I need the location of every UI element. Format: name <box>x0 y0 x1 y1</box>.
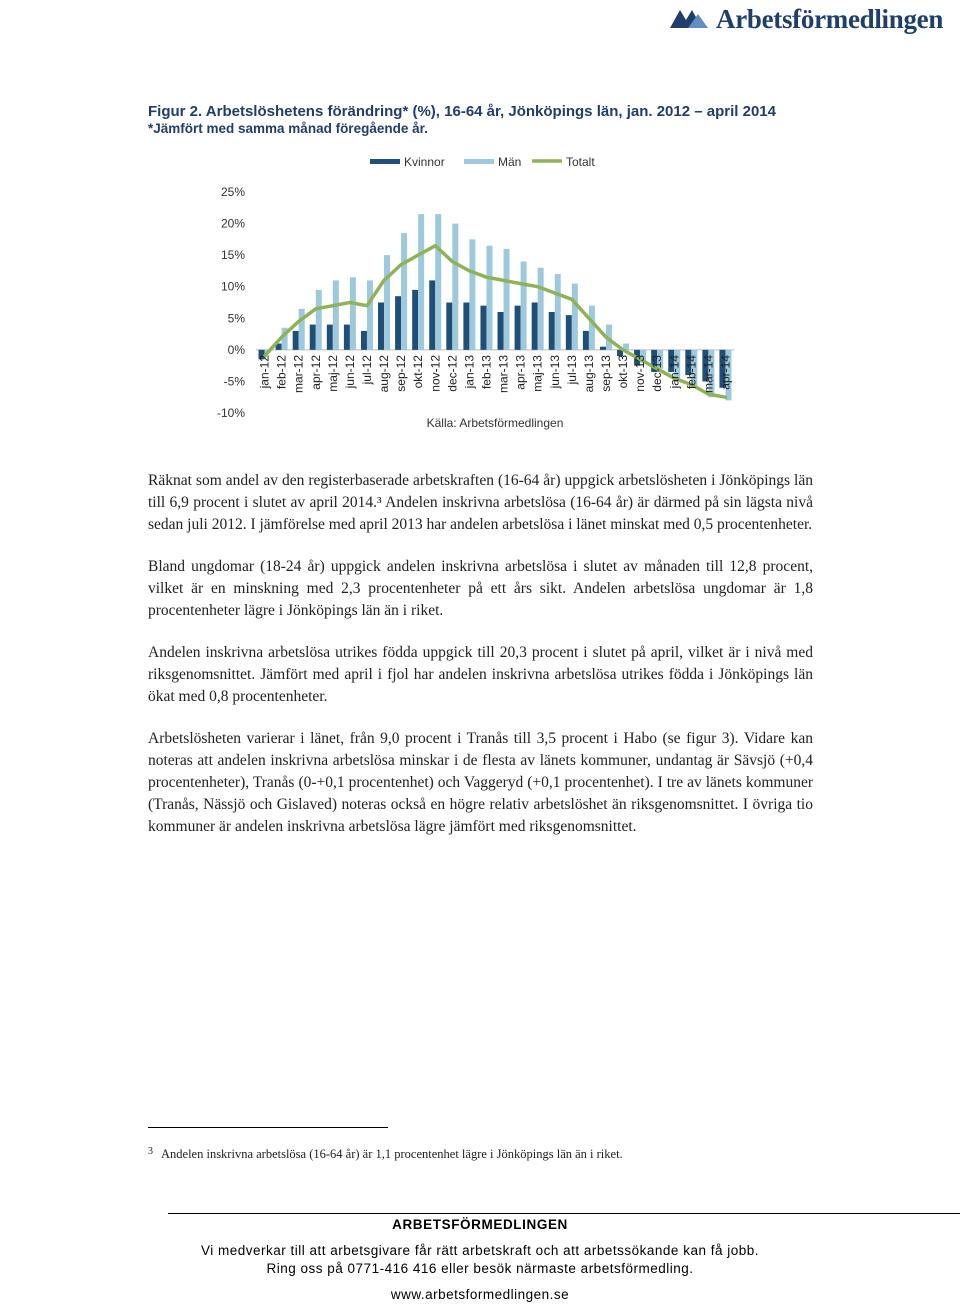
x-tick-label: jul-13 <box>564 355 579 385</box>
x-tick-label: jun-13 <box>547 355 562 389</box>
x-tick-label: maj-13 <box>530 355 545 392</box>
x-tick-label: aug-13 <box>581 355 596 393</box>
x-tick-label: mar-12 <box>291 355 306 394</box>
bar-mn-jul-13 <box>572 284 578 350</box>
x-tick-label: dec-12 <box>445 355 460 392</box>
footer-title: ARBETSFÖRMEDLINGEN <box>392 1217 568 1232</box>
paragraph-1: Räknat som andel av den registerbaserade arbetskraften (16-64 år) uppgick arbetslösheten i Jönköpings län till 6,9 procent i slutet av april 2014.³ Andelen inskrivna arbetslösa (16-64 år) är därmed på sin lägsta nivå sedan juli 2012. I jämförelse med april 2013 har andelen arbetslösa i länet minskat med 0,5 procentenheter. <box>148 472 813 533</box>
bar-kvinnor-apr-12 <box>310 325 316 350</box>
y-tick-label: -10% <box>216 406 245 420</box>
bar-kvinnor-nov-12 <box>429 280 435 349</box>
x-tick-label: mar-14 <box>701 355 716 394</box>
unemployment-change-chart <box>0 0 960 440</box>
logo-text: Arbetsförmedlingen <box>716 4 944 34</box>
bar-kvinnor-maj-13 <box>532 303 538 350</box>
footer-contact: Ring oss på 0771-416 416 eller besök närmaste arbetsförmedling. <box>266 1261 694 1276</box>
bar-kvinnor-jul-13 <box>566 315 572 350</box>
bar-mn-maj-12 <box>333 280 339 349</box>
y-tick-label: 25% <box>220 185 245 199</box>
footnote-number: 3 <box>148 1146 153 1157</box>
bar-kvinnor-maj-12 <box>327 325 333 350</box>
x-tick-label: feb-14 <box>684 355 699 390</box>
x-tick-label: maj-12 <box>325 355 340 392</box>
x-tick-label: apr-13 <box>513 355 528 390</box>
y-tick-label: 20% <box>220 216 245 231</box>
bar-kvinnor-sep-13 <box>600 347 606 350</box>
y-tick-label: 15% <box>220 248 245 263</box>
figure-subtitle: *Jämfört med samma månad föregående år. <box>148 121 428 136</box>
y-tick-label: 10% <box>220 279 245 294</box>
footer-divider <box>168 1213 960 1214</box>
bar-kvinnor-jan-13 <box>463 303 469 350</box>
legend-label-mn: Män <box>498 155 522 169</box>
footer-website-link[interactable]: www.arbetsformedlingen.se <box>390 1287 570 1302</box>
x-tick-label: feb-13 <box>479 355 494 390</box>
bar-mn-aug-13 <box>589 306 595 350</box>
bar-mn-jun-12 <box>350 277 356 350</box>
bar-mn-jul-12 <box>367 280 373 349</box>
x-tick-label: apr-12 <box>308 355 323 390</box>
bar-mn-apr-12 <box>316 290 322 350</box>
legend-swatch-mn <box>464 159 494 164</box>
y-tick-label: 5% <box>227 311 245 326</box>
bar-kvinnor-dec-12 <box>446 303 452 350</box>
bar-kvinnor-jun-12 <box>344 325 350 350</box>
paragraph-2: Bland ungdomar (18-24 år) uppgick andelen inskrivna arbetslösa i slutet av månaden till 12,8 procent, vilket är en minskning med 2,3 procentenheter på ett års sikt. Andelen arbetslösa ungdomar är 1,8 procentenheter lägre i Jönköpings län än i riket. <box>148 558 813 619</box>
x-tick-label: nov-13 <box>633 355 648 392</box>
bar-kvinnor-jul-12 <box>361 331 367 350</box>
x-tick-label: okt-13 <box>616 355 631 389</box>
bar-mn-sep-12 <box>401 233 407 350</box>
bar-kvinnor-mar-12 <box>293 331 299 350</box>
bar-kvinnor-aug-12 <box>378 303 384 350</box>
x-tick-label: jun-12 <box>342 355 357 389</box>
y-tick-label: -5% <box>223 374 245 389</box>
bar-mn-jun-13 <box>555 274 561 350</box>
bar-mn-dec-12 <box>452 224 458 350</box>
x-tick-label: jan-14 <box>667 355 682 389</box>
x-tick-label: aug-12 <box>377 355 392 393</box>
bar-kvinnor-aug-13 <box>583 331 589 350</box>
chart-source: Källa: Arbetsförmedlingen <box>426 416 564 430</box>
bar-mn-maj-13 <box>538 268 544 350</box>
y-tick-label: 0% <box>227 342 245 357</box>
x-tick-label: sep-13 <box>598 355 613 392</box>
x-tick-label: mar-13 <box>496 355 511 394</box>
x-tick-label: jan-12 <box>257 355 272 389</box>
bar-mn-nov-12 <box>435 214 441 350</box>
x-tick-label: dec-13 <box>650 355 665 392</box>
bar-mn-apr-13 <box>521 261 527 349</box>
bar-kvinnor-feb-13 <box>480 306 486 350</box>
body-text <box>148 470 813 858</box>
figure-title: Figur 2. Arbetslöshetens förändring* (%), 16-64 år, Jönköpings län, jan. 2012 – april 2014 <box>148 103 776 120</box>
bar-mn-mar-12 <box>299 309 305 350</box>
legend-label-totalt: Totalt <box>566 155 595 169</box>
footnote <box>148 1146 623 1162</box>
bar-mn-jan-13 <box>469 239 475 350</box>
bar-mn-mar-13 <box>504 249 510 350</box>
bar-mn-feb-13 <box>486 246 492 350</box>
paragraph-4: Arbetslösheten varierar i länet, från 9,0 procent i Tranås till 3,5 procent i Habo (se figur 3). Vidare kan noteras att andelen inskrivna arbetslösa minskar i de flesta av länets kommuner, undantag är Sävsjö (+0,4 procentenheter), Tranås (0-+0,1 procentenhet) och Vaggeryd (+0,1 procentenhet). I tre av länets kommuner (Tranås, Nässjö och Gislaved) noteras också en högre relativ arbetslöshet än riksgenomsnittet. I övriga tio kommuner är andelen inskrivna arbetslösa lägre jämfört med riksgenomsnittet. <box>148 730 813 835</box>
paragraph-3: Andelen inskrivna arbetslösa utrikes födda uppgick till 20,3 procent i slutet på april, vilket är i nivå med riksgenomsnittet. Jämfört med april i fjol har andelen inskrivna arbetslösa utrikes födda i Jönköpings län ökat med 0,8 procentenheter. <box>148 644 813 705</box>
x-tick-label: feb-12 <box>274 355 289 390</box>
bar-mn-okt-12 <box>418 214 424 350</box>
bar-kvinnor-sep-12 <box>395 296 401 350</box>
x-tick-label: apr-14 <box>718 355 733 390</box>
footnote-divider <box>148 1127 388 1128</box>
bar-mn-aug-12 <box>384 255 390 350</box>
footer-tagline: Vi medverkar till att arbetsgivare får rätt arbetskraft och att arbetssökande kan få jobb. <box>200 1243 759 1258</box>
x-tick-label: nov-12 <box>428 355 443 392</box>
x-tick-label: sep-12 <box>394 355 409 392</box>
bar-kvinnor-okt-12 <box>412 290 418 350</box>
x-tick-label: jan-13 <box>462 355 477 389</box>
footnote-text: Andelen inskrivna arbetslösa (16-64 år) är 1,1 procentenhet lägre i Jönköpings län än i riket. <box>161 1147 623 1161</box>
legend-label-kvinnor: Kvinnor <box>404 155 445 169</box>
bar-kvinnor-jun-13 <box>549 312 555 350</box>
legend-swatch-kvinnor <box>370 159 400 164</box>
x-tick-label: okt-12 <box>411 355 426 389</box>
bar-kvinnor-mar-13 <box>498 312 504 350</box>
bar-kvinnor-apr-13 <box>515 306 521 350</box>
x-tick-label: jul-12 <box>359 355 374 385</box>
